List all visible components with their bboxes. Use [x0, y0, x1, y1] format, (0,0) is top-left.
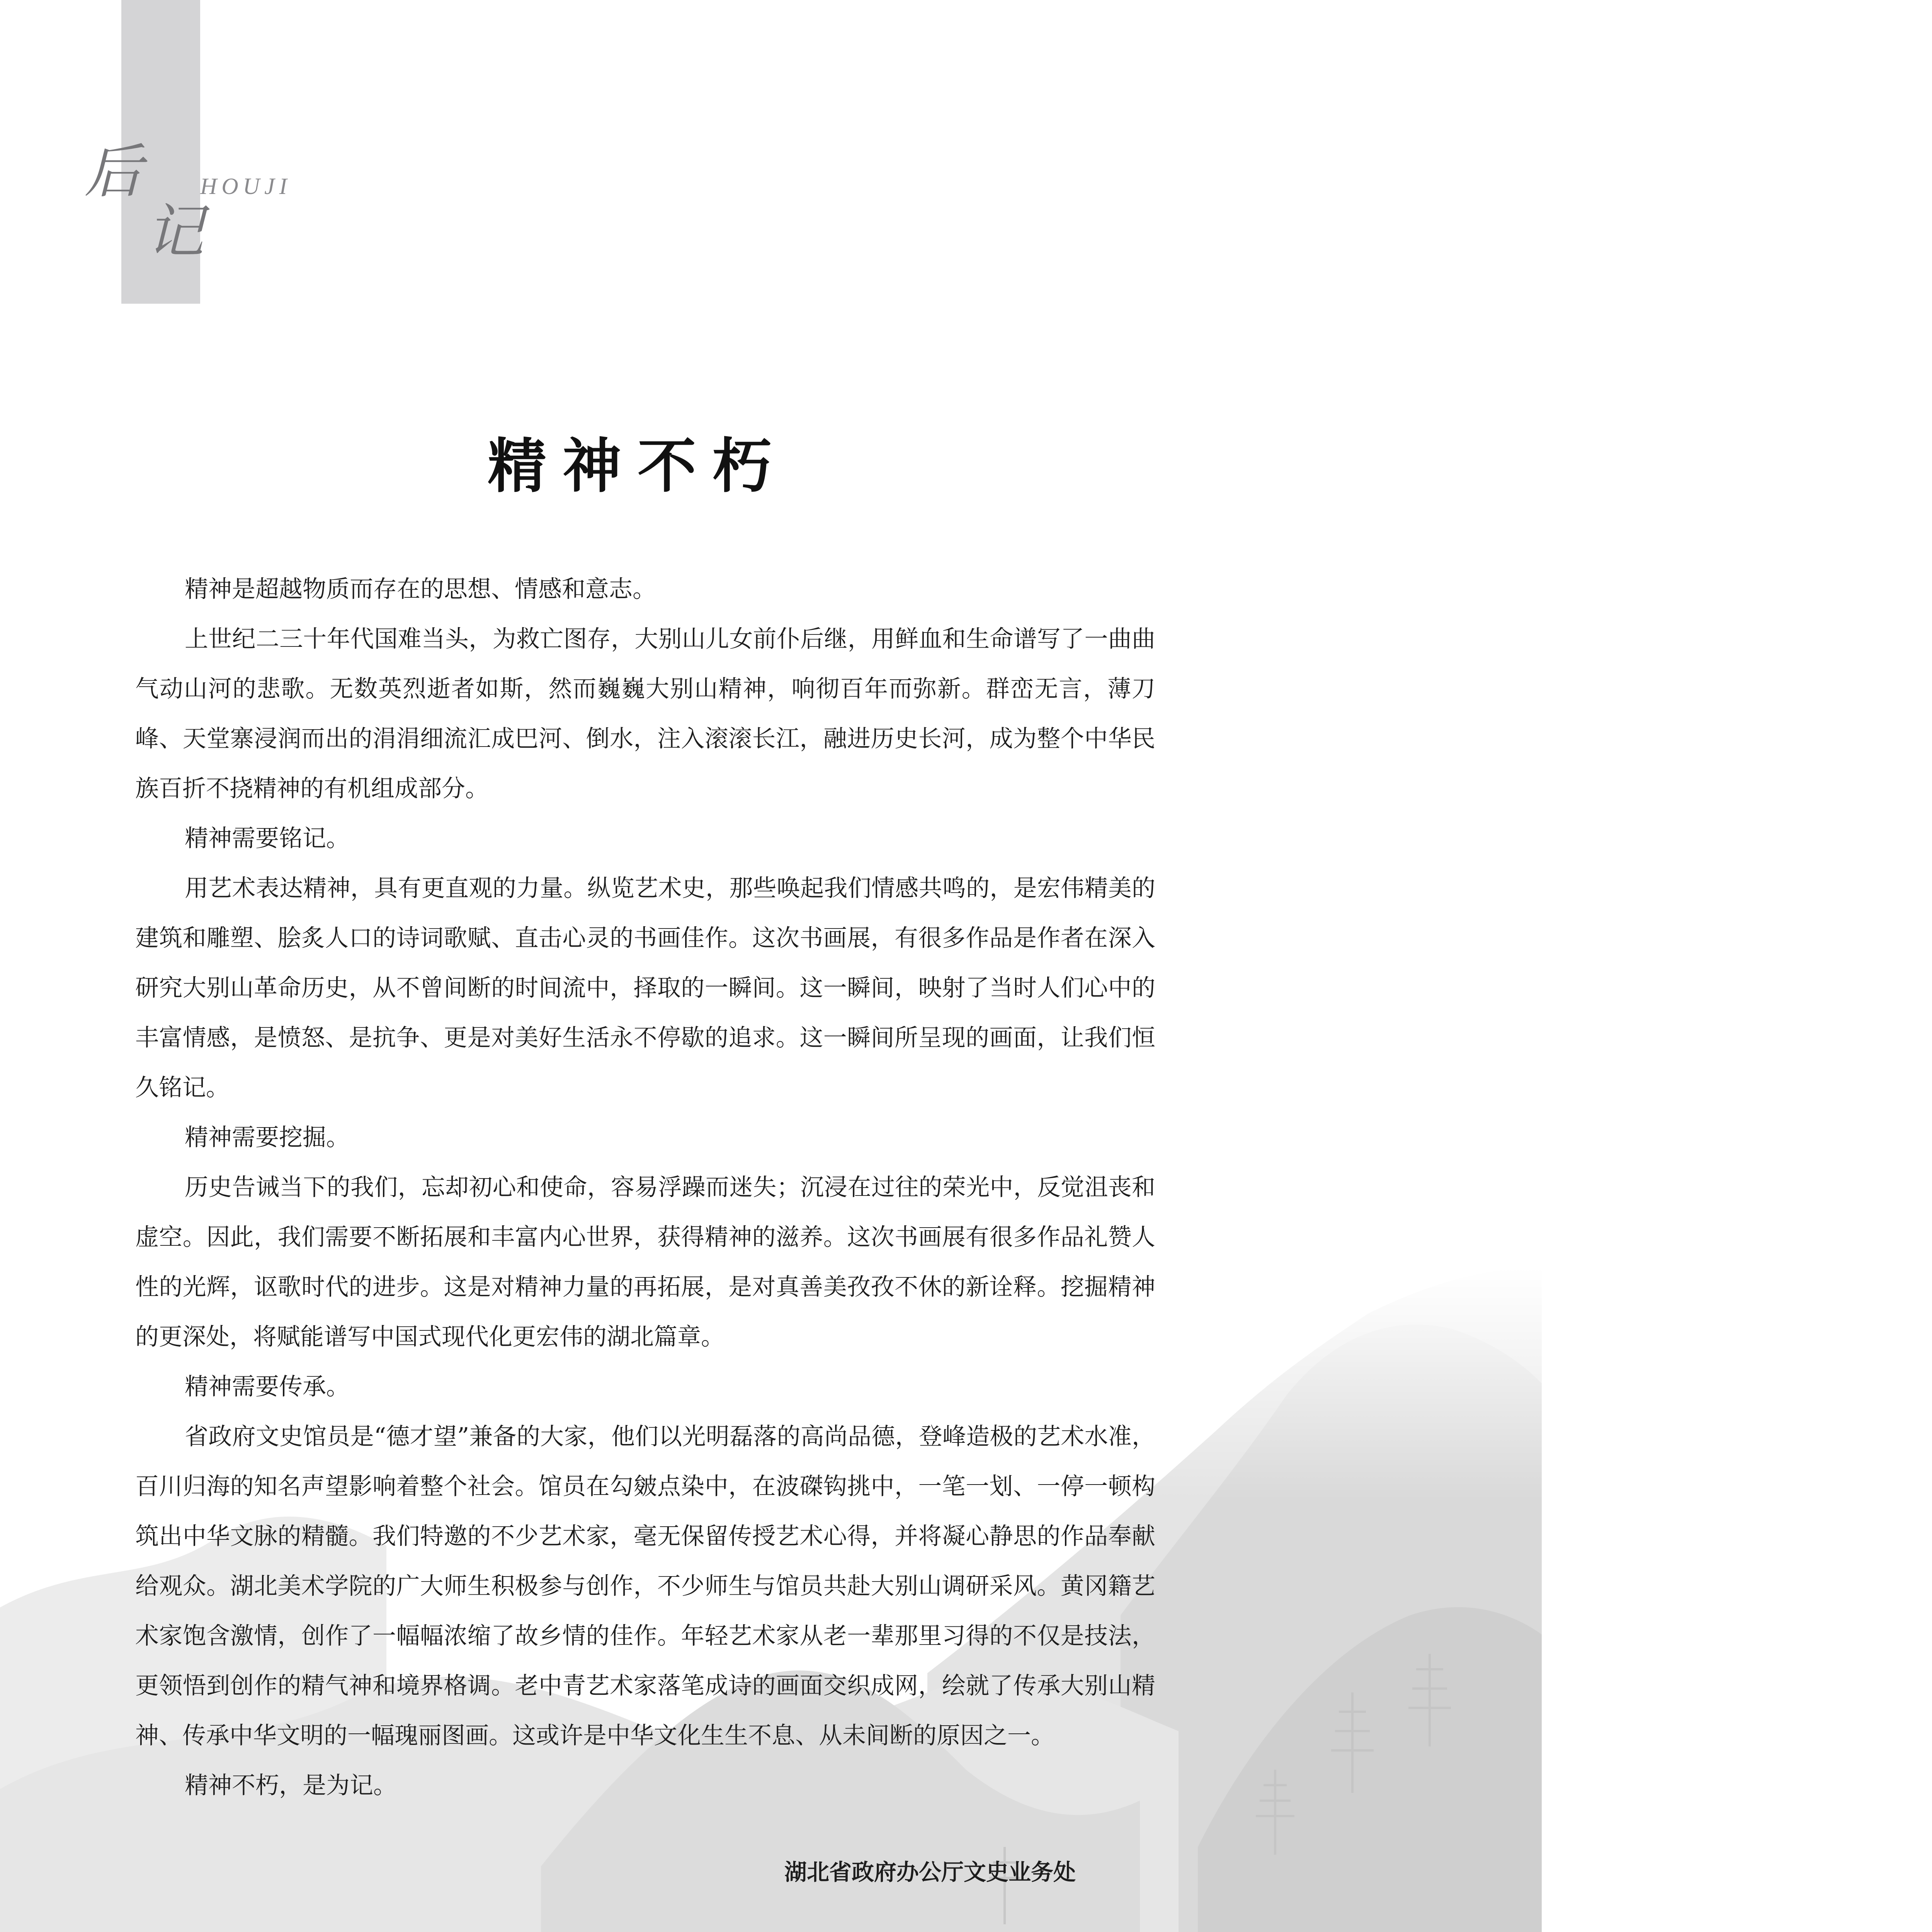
right-page-blank — [1542, 0, 1932, 1932]
section-label-char-1: 后 — [84, 138, 143, 206]
paragraph: 历史告诫当下的我们，忘却初心和使命，容易浮躁而迷失；沉浸在过往的荣光中，反觉沮丧和虚空。因此，我们需要不断拓展和丰富内心世界，获得精神的滋养。这次书画展有很多作品礼赞人性的光辉，讴歌时代的进步。这是对精神力量的再拓展，是对真善美孜孜不休的新诠释。挖掘精神的更深处，将赋能谱写中国式现代化更宏伟的湖北篇章。 — [135, 1173, 1155, 1350]
paragraph: 用艺术表达精神，具有更直观的力量。纵览艺术史，那些唤起我们情感共鸣的，是宏伟精美的建筑和雕塑、脍炙人口的诗词歌赋、直击心灵的书画佳作。这次书画展，有很多作品是作者在深入研究大别山革命历史，从不曾间断的时间流中，择取的一瞬间。这一瞬间，映射了当时人们心中的丰富情感，是愤怒、是抗争、更是对美好生活永不停歇的追求。这一瞬间所呈现的画面，让我们恒久铭记。 — [135, 874, 1155, 1101]
paragraph: 上世纪二三十年代国难当头，为救亡图存，大别山儿女前仆后继，用鲜血和生命谱写了一曲曲气动山河的悲歌。无数英烈逝者如斯，然而巍巍大别山精神，响彻百年而弥新。群峦无言，薄刀峰、天堂寨浸润而出的涓涓细流汇成巴河、倒水，注入滚滚长江，融进历史长河，成为整个中华民族百折不挠精神的有机组成部分。 — [135, 625, 1155, 802]
paragraph: 精神需要挖掘。 — [185, 1124, 350, 1151]
article-title: 精神不朽 — [488, 431, 787, 500]
paragraph: 精神需要铭记。 — [185, 825, 350, 852]
paragraph: 精神需要传承。 — [185, 1373, 350, 1400]
section-label-char-2: 记 — [146, 198, 204, 265]
signature: 湖北省政府办公厅文史业务处 — [784, 1859, 1076, 1885]
article-body — [135, 564, 1155, 1810]
paragraph: 精神不朽，是为记。 — [185, 1772, 397, 1799]
paragraph: 精神是超越物质而存在的思想、情感和意志。 — [185, 575, 656, 603]
paragraph: 省政府文史馆员是“德才望”兼备的大家，他们以光明磊落的高尚品德，登峰造极的艺术水准，百川归海的知名声望影响着整个社会。馆员在勾皴点染中，在波磔钩挑中，一笔一划、一停一顿构筑出中华文脉的精髓。我们特邀的不少艺术家，毫无保留传授艺术心得，并将凝心静思的作品奉献给观众。湖北美术学院的广大师生积极参与创作，不少师生与馆员共赴大别山调研采风。黄冈籍艺术家饱含激情，创作了一幅幅浓缩了故乡情的佳作。年轻艺术家从老一辈那里习得的不仅是技法，更领悟到创作的精气神和境界格调。老中青艺术家落笔成诗的画面交织成网，绘就了传承大别山精神、传承中华文明的一幅瑰丽图画。这或许是中华文化生生不息、从未间断的原因之一。 — [135, 1423, 1155, 1749]
section-label-pinyin: HOUJI — [200, 173, 292, 199]
